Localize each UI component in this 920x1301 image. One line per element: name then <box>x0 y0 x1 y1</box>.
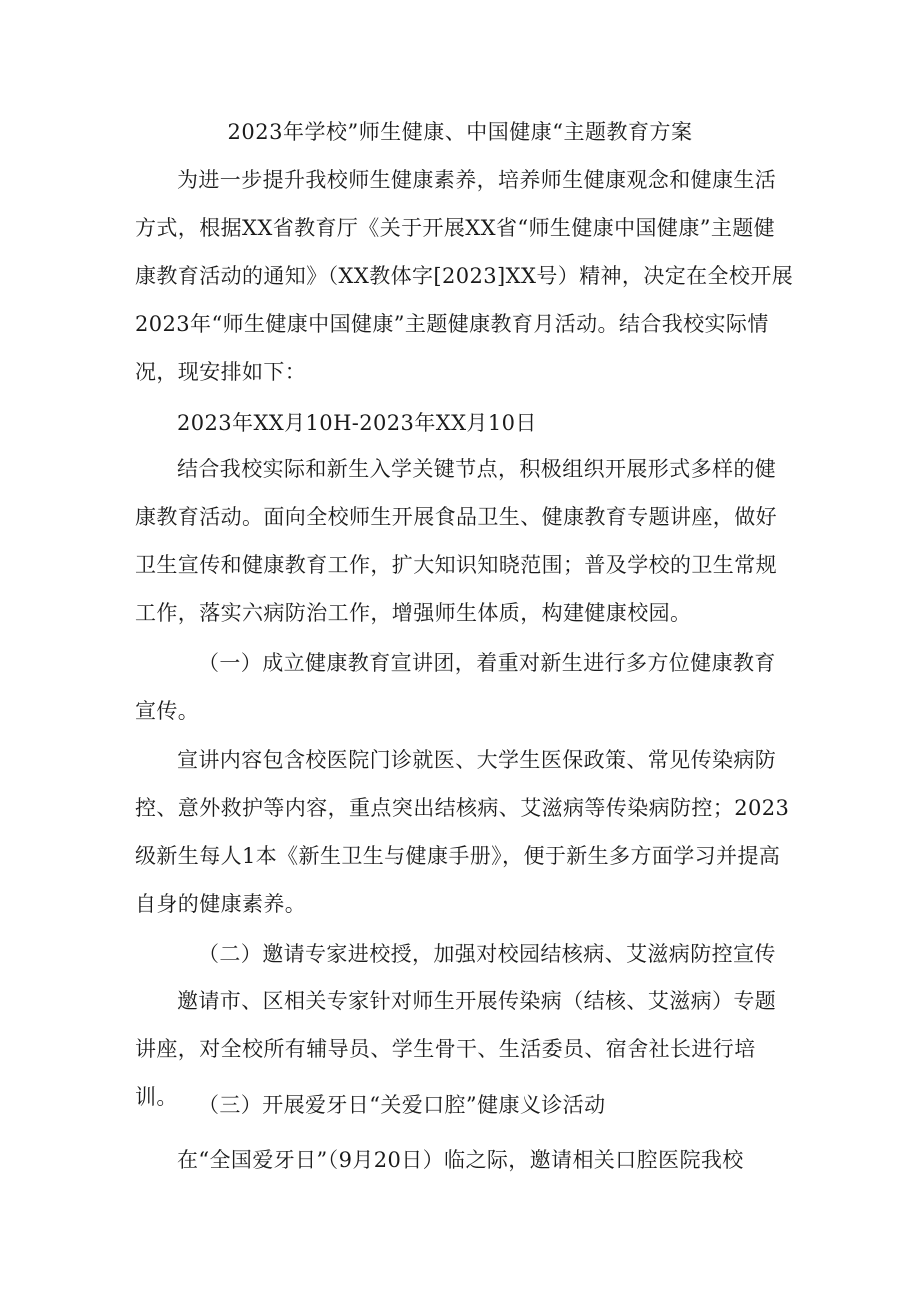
date-range: 2023年XX月10H-2023年XX月10日 <box>177 411 537 435</box>
section-1-heading: （一）成立健康教育宣讲团，着重对新生进行多方位健康教育宣传。 <box>135 651 776 723</box>
document-title: 2023年学校”师生健康、中国健康“主题教育方案 <box>227 120 693 144</box>
section-2-heading: （二）邀请专家进校授，加强对校园结核病、艾滋病防控宣传 <box>198 942 776 966</box>
section-3-body: 在“全国爱牙日”（9月20日）临之际，邀请相关口腔医院我校 <box>177 1148 744 1172</box>
intro-paragraph: 为进一步提升我校师生健康素养，培养师生健康观念和健康生活方式，根据XX省教育厅《关于开展XX省“师生健康中国健康”主题健康教育活动的通知》（XX教体字[2023]XX号）精神，决定在全校开展2023年“师生健康中国健康”主题健康教育月活动。结合我校实际情况，现安排如下： <box>135 168 794 384</box>
overview-paragraph: 结合我校实际和新生入学关键节点，积极组织开展形式多样的健康教育活动。面向全校师生开展食品卫生、健康教育专题讲座，做好卫生宣传和健康教育工作，扩大知识知晓范围；普及学校的卫生常规工作，落实六病防治工作，增强师生体质，构建健康校园。 <box>135 457 777 625</box>
section-1-body: 宣讲内容包含校医院门诊就医、大学生医保政策、常见传染病防控、意外救护等内容，重点突出结核病、艾滋病等传染病防控；2023级新生每人1本《新生卫生与健康手册》，便于新生多方面学习并提高自身的健康素养。 <box>135 748 790 916</box>
section-3-heading: （三）开展爱牙日“关爱口腔”健康义诊活动 <box>198 1093 606 1117</box>
section-2-body: 邀请市、区相关专家针对师生开展传染病（结核、艾滋病）专题讲座，对全校所有辅导员、学生骨干、生活委员、宿舍社长进行培训。 <box>135 989 777 1109</box>
